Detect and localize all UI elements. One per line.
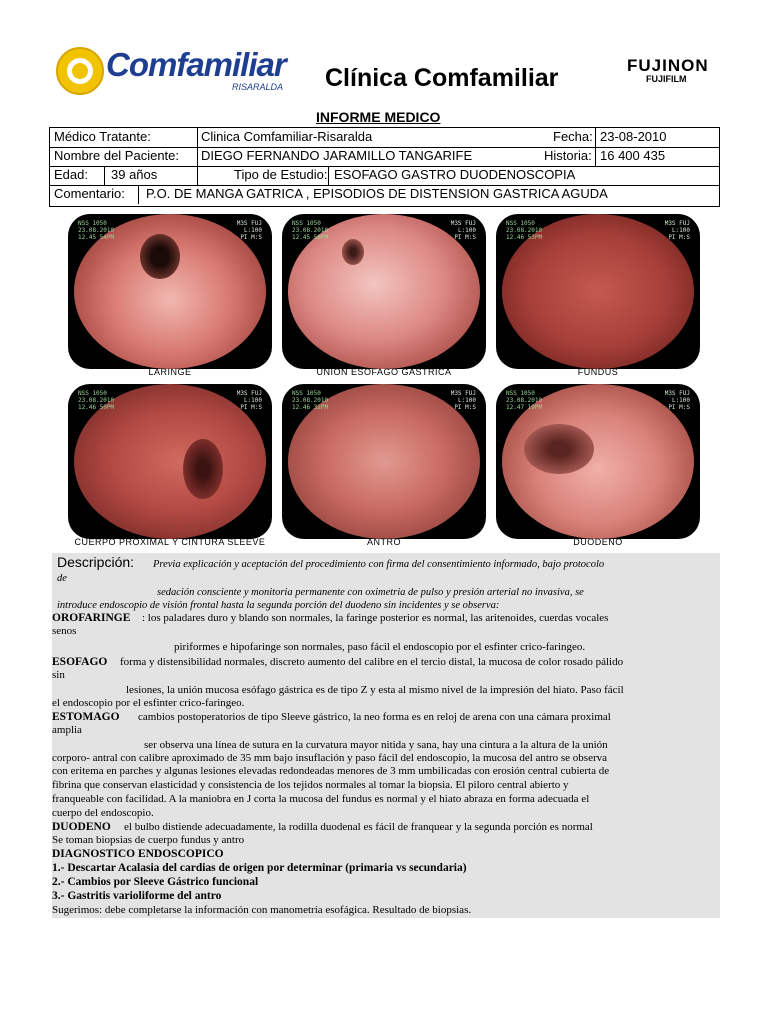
caption-duodeno: DUODENO (573, 537, 623, 547)
esofago-label: ESOFAGO (52, 656, 108, 668)
info-row-medico (50, 128, 719, 148)
photo-union-overlay-left: NSS 1050 23.08.2010 12.45 58PM (292, 220, 329, 241)
estomago-line-8: cuerpo del endoscopio. (52, 807, 154, 819)
logo-subtext: RISARALDA (232, 82, 284, 92)
caption-laringe: LARINGE (148, 367, 192, 377)
estomago-line-5: con eritema en parches y algunas lesiones elevadas redondeadas menores de 3 mm umbilicadas con erosión central cubierta de (52, 765, 610, 777)
orofaringe-line-3: piriformes e hipofaringe son normales, paso fácil el endoscopio por el esfinter crico-faringeo. (174, 641, 586, 653)
info-row-paciente (50, 147, 719, 167)
biopsias-line: Se toman biopsias de cuerpo fundus y antro (52, 834, 245, 846)
esofago-line-3: lesiones, la unión mucosa esófago gástrica es de tipo Z y esta al mismo nivel de la impresión del hiato. Paso fácil (126, 684, 624, 696)
duodeno-line-1: el bulbo distiende adecuadamente, la rodilla duodenal es fácil de franquear y la segunda porción es normal (124, 821, 593, 833)
estomago-line-7: franqueable con facilidad. A la maniobra en J corta la mucosa del fundus es normal y el hiato abraza en forma adecuada el (52, 793, 590, 805)
esofago-line-4: el endoscopio por el esfinter crico-faringeo. (52, 697, 245, 709)
description-section (52, 553, 720, 918)
historia-label: Historia: (544, 148, 592, 163)
photo-cuerpo-overlay-left: NSS 1050 23.08.2010 12.46 50PM (78, 390, 115, 411)
esofago-line-2: sin (52, 669, 65, 681)
edad-value: 39 años (111, 167, 158, 182)
fujifilm-brand: FUJIFILM (646, 74, 687, 84)
paciente-label: Nombre del Paciente: (54, 148, 180, 163)
photo-union-overlay-right: M3S FUJ L:100 PI M:S (450, 220, 476, 241)
esofago-line-1: forma y distensibilidad normales, discreto aumento del calibre en el tercio distal, la mucosa de color rosado pálido (120, 656, 624, 668)
photo-fundus (496, 214, 700, 369)
comentario-value: P.O. DE MANGA GATRICA , EPISODIOS DE DISTENSION GASTRICA AGUDA (146, 186, 608, 201)
info-row-edad (50, 166, 719, 186)
diagnostico-title: DIAGNOSTICO ENDOSCOPICO (52, 848, 224, 860)
photo-laringe-overlay-right: M3S FUJ L:100 PI M:S (236, 220, 262, 241)
clinic-title: Clínica Comfamiliar (325, 64, 559, 92)
endoscopy-photos (0, 210, 768, 550)
medico-label: Médico Tratante: (54, 129, 151, 144)
patient-info-table (49, 127, 720, 207)
photo-antro-overlay-left: NSS 1050 23.08.2010 12.46 32PM (292, 390, 329, 411)
duodeno-label: DUODENO (52, 821, 111, 833)
photo-laringe-overlay-left: NSS 1050 23.08.2010 12.45 54PM (78, 220, 115, 241)
photo-duodeno-overlay-left: NSS 1050 23.08.2010 12.47 19PM (506, 390, 543, 411)
estomago-line-2: amplia (52, 724, 82, 736)
report-title: INFORME MEDICO (316, 109, 441, 125)
caption-fundus: FUNDUS (577, 367, 619, 377)
orofaringe-line-1: : los paladares duro y blando son normales, la faringe posterior es normal, las aritenoides, cuerdas vocales (142, 612, 609, 624)
estomago-line-6: fibrina que conservan elasticidad y consistencia de los tejidos normales al tomar la biopsia. El piloro central abierto y (52, 779, 569, 791)
desc-line-1: Previa explicación y aceptación del procedimiento con firma del consentimiento informado, bajo protocolo (153, 559, 605, 570)
estudio-value: ESOFAGO GASTRO DUODENOSCOPIA (334, 167, 576, 182)
orofaringe-line-2: senos (52, 625, 77, 637)
estomago-line-1: cambios postoperatorios de tipo Sleeve gástrico, la neo forma es en reloj de arena con una cámara proximal (138, 711, 611, 723)
info-row-comentario (50, 185, 719, 204)
diagnostico-3: 3.- Gastritis varioliforme del antro (52, 890, 222, 902)
diagnostico-2: 2.- Cambios por Sleeve Gástrico funcional (52, 876, 259, 888)
comentario-label: Comentario: (54, 186, 125, 201)
diagnostico-1: 1.- Descartar Acalasia del cardias de origen por determinar (primaria vs secundaria) (52, 862, 467, 874)
estomago-line-4: corporo- antral con calibre aproximado de 35 mm bajo insuflación y paso fácil del endoscopio, la mucosa del antro se observa (52, 752, 608, 764)
desc-line-1b: de (57, 573, 67, 584)
fecha-value: 23-08-2010 (600, 129, 667, 144)
photo-laringe (68, 214, 272, 369)
caption-cuerpo-proximal: CUERPO PROXIMAL Y CINTURA SLEEVE (74, 537, 266, 547)
edad-label: Edad: (54, 167, 88, 182)
desc-line-3: introduce endoscopio de visión frontal hasta la segunda porción del duodeno sin incidentes y se observa: (57, 600, 500, 611)
photo-antro-overlay-right: M3S FUJ L:100 PI M:S (450, 390, 476, 411)
historia-value: 16 400 435 (600, 148, 666, 163)
paciente-value: DIEGO FERNANDO JARAMILLO TANGARIFE (201, 148, 473, 163)
photo-cuerpo-proximal (68, 384, 272, 539)
estomago-line-3: ser observa una línea de sutura en la curvatura mayor nitida y sana, hay una cintura a la altura de la unión (144, 739, 608, 751)
sugerimos-line: Sugerimos: debe completarse la información con manometría esofágica. Resultado de biopsias. (52, 904, 472, 916)
logo-text: Comfamiliar (106, 46, 286, 83)
photo-fundus-overlay-right: M3S FUJ L:100 PI M:S (664, 220, 690, 241)
estomago-label: ESTOMAGO (52, 711, 120, 723)
photo-duodeno (496, 384, 700, 539)
orofaringe-label: OROFARINGE (52, 612, 131, 624)
description-heading: Descripción: (57, 554, 135, 570)
photo-fundus-overlay-left: NSS 1050 23.08.2010 12.46 53PM (506, 220, 543, 241)
caption-antro: ANTRO (367, 537, 401, 547)
photo-cuerpo-overlay-right: M3S FUJ L:100 PI M:S (236, 390, 262, 411)
fecha-label: Fecha: (553, 129, 593, 144)
caption-union-esofago-gastrica: UNION ESOFAGO GASTRICA (316, 367, 452, 377)
desc-line-2: sedación consciente y monitoria permanente con oximetria de pulso y presión arterial no invasiva, se (157, 587, 584, 598)
fujinon-brand: FUJINON (627, 56, 709, 75)
comfamiliar-logo-icon (56, 47, 104, 95)
photo-union-esofago-gastrica (282, 214, 486, 369)
photo-duodeno-overlay-right: M3S FUJ L:100 PI M:S (664, 390, 690, 411)
estudio-label: Tipo de Estudio: (234, 167, 328, 182)
photo-antro (282, 384, 486, 539)
report-header (0, 0, 768, 125)
medico-value: Clinica Comfamiliar-Risaralda (201, 129, 373, 144)
